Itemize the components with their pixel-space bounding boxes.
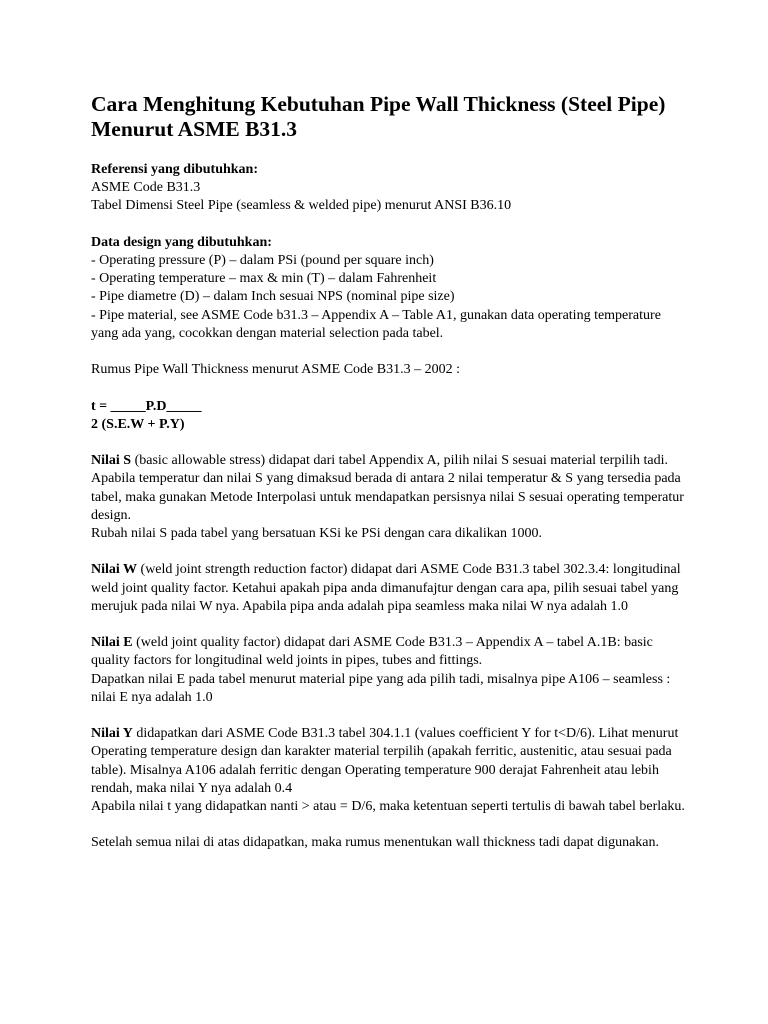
nilai-w-label: Nilai W <box>91 562 138 578</box>
formula-numerator: t = _____P.D_____ <box>91 398 202 414</box>
referensi-heading: Referensi yang dibutuhkan: <box>91 162 259 177</box>
rumus-intro: Rumus Pipe Wall Thickness menurut ASME Code B31.3 – 2002 : <box>91 362 460 378</box>
data-design-item: - Operating temperature – max & min (T) – dalam Fahrenheit <box>91 271 437 287</box>
nilai-e-text: Dapatkan nilai E pada tabel menurut material pipe yang ada pilih tadi, misalnya pipe A106 – seamless : nilai E nya adalah 1.0 <box>91 671 674 705</box>
document-page <box>91 92 691 871</box>
nilai-w-text: (weld joint strength reduction factor) didapat dari ASME Code B31.3 tabel 302.3.4: longitudinal weld joint quality factor. Ketahui apakah pipa anda dimanufajtur dengan cara apa, pilih sesuai tabel yang merujuk pada nilai W nya. Apabila pipa anda adalah pipa seamless maka nilai W nya adalah 1.0 <box>91 562 685 614</box>
nilai-s-label: Nilai S <box>91 453 132 469</box>
nilai-y-section <box>91 725 691 816</box>
data-design-item: - Pipe material, see ASME Code b31.3 – Appendix A – Table A1, gunakan data operating temperature yang ada yang, cocokkan dengan material selection pada tabel. <box>91 307 665 341</box>
data-design-heading: Data design yang dibutuhkan: <box>91 234 272 250</box>
data-design-item: - Operating pressure (P) – dalam PSi (pound per square inch) <box>91 253 434 268</box>
nilai-y-text: Apabila nilai t yang didapatkan nanti > atau = D/6, maka ketentuan seperti tertulis di bawah tabel berlaku. <box>91 799 685 814</box>
data-design-section <box>91 234 691 343</box>
data-design-item: - Pipe diametre (D) – dalam Inch sesuai NPS (nominal pipe size) <box>91 289 455 305</box>
nilai-e-label: Nilai E <box>91 635 133 651</box>
referensi-section <box>91 161 691 216</box>
referensi-line: Tabel Dimensi Steel Pipe (seamless & welded pipe) menurut ANSI B36.10 <box>91 198 512 214</box>
nilai-y-label: Nilai Y <box>91 726 133 742</box>
nilai-s-text: Apabila temperatur dan nilai S yang dimaksud berada di antara 2 nilai temperatur & S yang tersedia pada tabel, maka gunakan Metode Interpolasi untuk mendapatkan persisnya nilai S sesuai operating temperatur design. <box>91 471 688 523</box>
nilai-e-section <box>91 634 691 707</box>
referensi-line: ASME Code B31.3 <box>91 180 201 196</box>
formula-section <box>91 398 691 434</box>
nilai-s-text: (basic allowable stress) didapat dari tabel Appendix A, pilih nilai S sesuai material terpilih tadi. <box>131 453 668 469</box>
nilai-e-text: (weld joint quality factor) didapat dari ASME Code B31.3 – Appendix A – tabel A.1B: basic quality factors for longitudinal weld joints in pipes, tubes and fittings. <box>91 635 657 669</box>
nilai-s-section <box>91 452 691 543</box>
nilai-s-text: Rubah nilai S pada tabel yang bersatuan KSi ke PSi dengan cara dikalikan 1000. <box>91 526 543 541</box>
document-title: Cara Menghitung Kebutuhan Pipe Wall Thickness (Steel Pipe) Menurut ASME B31.3 <box>91 92 666 141</box>
penutup-paragraph: Setelah semua nilai di atas didapatkan, maka rumus menentukan wall thickness tadi dapat digunakan. <box>91 835 660 851</box>
nilai-y-text: didapatkan dari ASME Code B31.3 tabel 304.1.1 (values coefficient Y for t<D/6). Lihat menurut Operating temperature design dan karakter material terpilih (apakah ferritic, austenitic, atau sesuai pada table). Misalnya A106 adalah ferritic dengan Operating temperature 900 derajat Fahrenheit atau lebih rendah, maka nilai Y nya adalah 0.4 <box>91 726 682 796</box>
nilai-w-section <box>91 561 691 616</box>
formula-denominator: 2 (S.E.W + P.Y) <box>91 416 185 432</box>
